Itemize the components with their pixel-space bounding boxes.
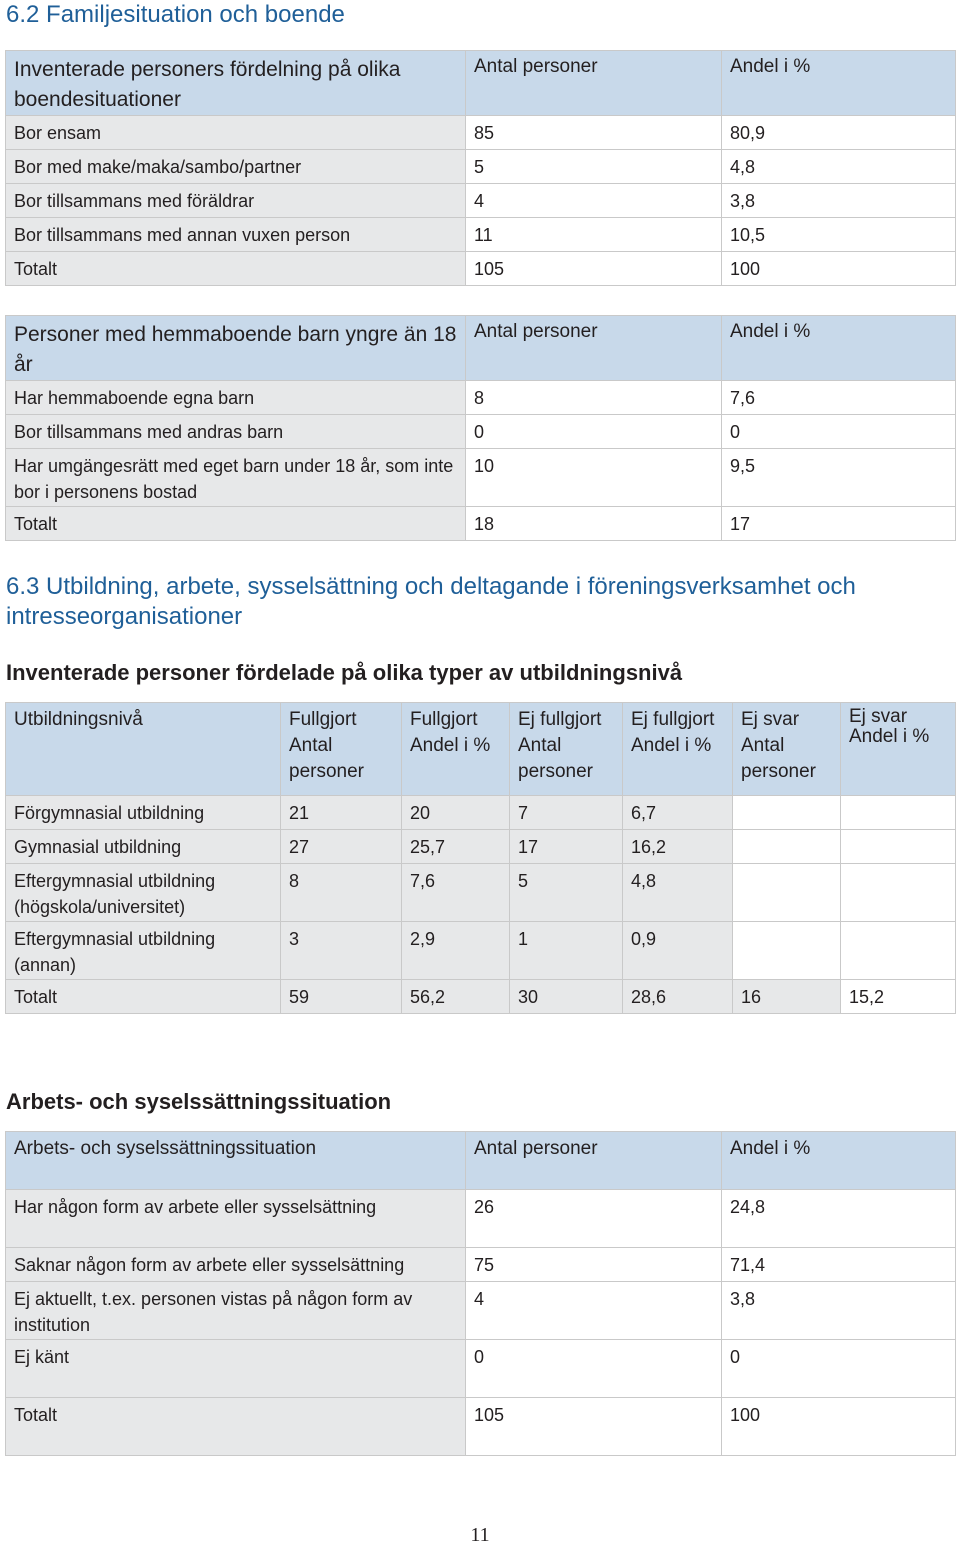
table-row [6, 218, 956, 252]
header-cell: Antal personer [466, 1132, 722, 1190]
value-cell [841, 796, 956, 830]
value-cell: 0,9 [623, 922, 733, 980]
row-label: Bor ensam [6, 116, 466, 150]
value-cell [733, 922, 841, 980]
table-row [6, 415, 956, 449]
row-label: Totalt [6, 980, 281, 1014]
header-cell: Andel i % [722, 316, 956, 381]
header-cell: Ej svar Andel i % [841, 703, 956, 796]
row-label: Totalt [6, 1398, 466, 1456]
table-total-row [6, 1398, 956, 1456]
table-row [6, 150, 956, 184]
row-label: Gymnasial utbildning [6, 830, 281, 864]
table-arbete [5, 1131, 956, 1456]
value-cell: 11 [466, 218, 722, 252]
value-cell: 4,8 [722, 150, 956, 184]
value-cell [733, 864, 841, 922]
row-label: Bor tillsammans med annan vuxen person [6, 218, 466, 252]
row-label: Ej aktuellt, t.ex. personen vistas på någon form av institution [6, 1282, 466, 1340]
value-cell: 59 [281, 980, 402, 1014]
value-cell: 20 [402, 796, 510, 830]
value-cell: 56,2 [402, 980, 510, 1014]
table-row [6, 184, 956, 218]
table-total-row [6, 507, 956, 541]
header-cell: Andel i % [722, 1132, 956, 1190]
value-cell [841, 830, 956, 864]
value-cell: 2,9 [402, 922, 510, 980]
header-cell: Personer med hemmaboende barn yngre än 18 år [6, 316, 466, 381]
value-cell: 4 [466, 184, 722, 218]
value-cell: 21 [281, 796, 402, 830]
value-cell: 105 [466, 252, 722, 286]
row-label: Eftergymnasial utbildning (högskola/universitet) [6, 864, 281, 922]
table-header-row [6, 703, 956, 796]
table-boende [5, 50, 956, 286]
value-cell: 105 [466, 1398, 722, 1456]
value-cell: 10,5 [722, 218, 956, 252]
utbildning-heading: Inventerade personer fördelade på olika typer av utbildningsnivå [6, 660, 683, 685]
value-cell: 27 [281, 830, 402, 864]
row-label: Har någon form av arbete eller sysselsättning [6, 1190, 466, 1248]
header-cell: Ej svar Antal personer [733, 703, 841, 796]
value-cell: 5 [466, 150, 722, 184]
header-cell: Antal personer [466, 51, 722, 116]
row-label: Eftergymnasial utbildning (annan) [6, 922, 281, 980]
header-cell: Inventerade personers fördelning på olika boendesituationer [6, 51, 466, 116]
row-label: Har hemmaboende egna barn [6, 381, 466, 415]
value-cell: 7 [510, 796, 623, 830]
value-cell: 0 [722, 1340, 956, 1398]
table-row [6, 922, 956, 980]
row-label: Bor tillsammans med föräldrar [6, 184, 466, 218]
value-cell: 3,8 [722, 184, 956, 218]
table-row [6, 796, 956, 830]
header-cell: Ej fullgjort Antal personer [510, 703, 623, 796]
table-utbildning [5, 702, 956, 1014]
table-row [6, 116, 956, 150]
value-cell: 9,5 [722, 449, 956, 507]
value-cell: 0 [466, 415, 722, 449]
value-cell: 17 [510, 830, 623, 864]
row-label: Bor tillsammans med andras barn [6, 415, 466, 449]
value-cell: 4,8 [623, 864, 733, 922]
value-cell: 24,8 [722, 1190, 956, 1248]
value-cell: 26 [466, 1190, 722, 1248]
value-cell: 25,7 [402, 830, 510, 864]
value-cell: 28,6 [623, 980, 733, 1014]
table-total-row [6, 980, 956, 1014]
table-header-row [6, 316, 956, 381]
value-cell: 4 [466, 1282, 722, 1340]
table-row [6, 864, 956, 922]
header-cell: Andel i % [722, 51, 956, 116]
value-cell: 85 [466, 116, 722, 150]
header-cell: Ej fullgjort Andel i % [623, 703, 733, 796]
value-cell [841, 864, 956, 922]
arbete-heading: Arbets- och syselssättningssituation [6, 1089, 392, 1114]
value-cell: 30 [510, 980, 623, 1014]
value-cell: 75 [466, 1248, 722, 1282]
table-row [6, 381, 956, 415]
value-cell: 3,8 [722, 1282, 956, 1340]
table-barn [5, 315, 956, 541]
value-cell: 17 [722, 507, 956, 541]
row-label: Ej känt [6, 1340, 466, 1398]
table-total-row [6, 252, 956, 286]
value-cell: 8 [281, 864, 402, 922]
value-cell [841, 922, 956, 980]
value-cell: 100 [722, 252, 956, 286]
table-header-row [6, 1132, 956, 1190]
section-heading-6-3: 6.3 Utbildning, arbete, sysselsättning och deltagande i föreningsverksamhet och intresseorganisationer [6, 573, 856, 630]
header-cell: Utbildningsnivå [6, 703, 281, 796]
value-cell: 16,2 [623, 830, 733, 864]
row-label: Bor med make/maka/sambo/partner [6, 150, 466, 184]
value-cell: 1 [510, 922, 623, 980]
table-row [6, 449, 956, 507]
value-cell: 100 [722, 1398, 956, 1456]
row-label: Totalt [6, 507, 466, 541]
value-cell: 0 [722, 415, 956, 449]
row-label: Har umgängesrätt med eget barn under 18 år, som inte bor i personens bostad [6, 449, 466, 507]
value-cell [733, 796, 841, 830]
header-cell: Fullgjort Andel i % [402, 703, 510, 796]
value-cell: 16 [733, 980, 841, 1014]
row-label: Totalt [6, 252, 466, 286]
value-cell: 10 [466, 449, 722, 507]
table-header-row [6, 51, 956, 116]
section-heading-6-2: 6.2 Familjesituation och boende [6, 1, 345, 28]
value-cell: 18 [466, 507, 722, 541]
value-cell: 71,4 [722, 1248, 956, 1282]
header-cell: Arbets- och syselssättningssituation [6, 1132, 466, 1190]
value-cell: 6,7 [623, 796, 733, 830]
table-row [6, 1282, 956, 1340]
header-cell: Fullgjort Antal personer [281, 703, 402, 796]
value-cell: 3 [281, 922, 402, 980]
value-cell: 7,6 [402, 864, 510, 922]
value-cell: 5 [510, 864, 623, 922]
value-cell [733, 830, 841, 864]
value-cell: 15,2 [841, 980, 956, 1014]
header-cell: Antal personer [466, 316, 722, 381]
value-cell: 7,6 [722, 381, 956, 415]
page-number: 11 [470, 1524, 490, 1546]
value-cell: 80,9 [722, 116, 956, 150]
table-row [6, 1248, 956, 1282]
value-cell: 0 [466, 1340, 722, 1398]
table-row [6, 1340, 956, 1398]
table-row [6, 1190, 956, 1248]
row-label: Saknar någon form av arbete eller sysselsättning [6, 1248, 466, 1282]
table-row [6, 830, 956, 864]
value-cell: 8 [466, 381, 722, 415]
row-label: Förgymnasial utbildning [6, 796, 281, 830]
